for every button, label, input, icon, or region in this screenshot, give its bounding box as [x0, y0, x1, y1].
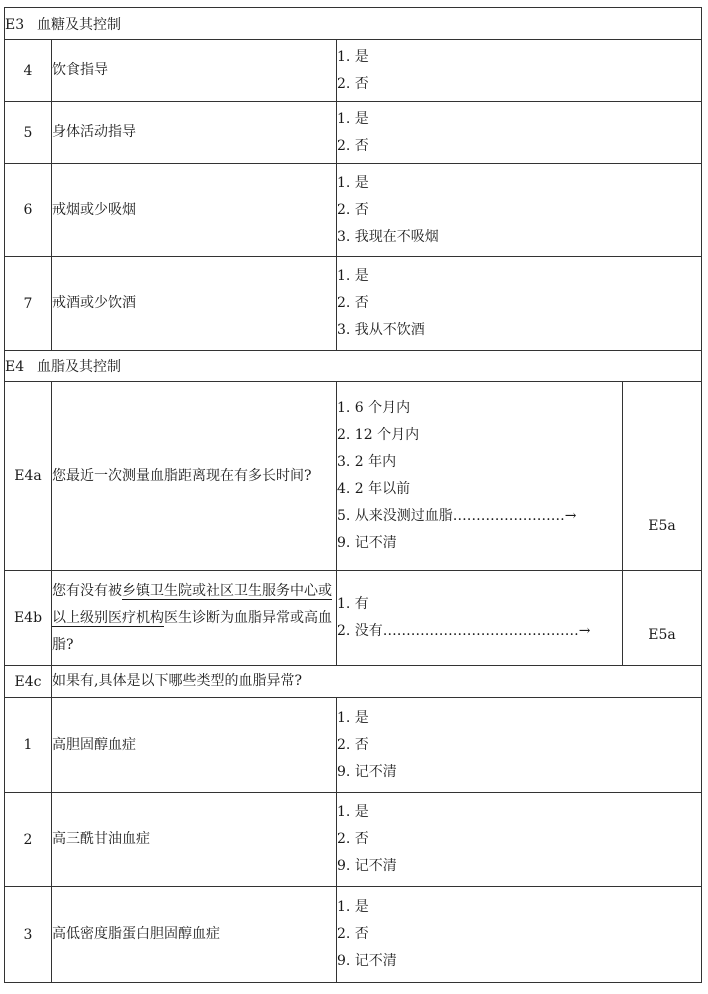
answer-option[interactable]: 1. 是 — [337, 174, 369, 191]
answer-option[interactable]: 2. 12 个月内 — [337, 427, 420, 443]
section-code: E4 — [5, 359, 25, 375]
question-text: 饮食指导 — [52, 40, 337, 102]
question-code: 1 — [5, 698, 52, 793]
answer-option[interactable]: 3. 2 年内 — [337, 454, 397, 470]
answer-options — [337, 40, 702, 102]
answer-option[interactable]: 2. 否 — [337, 736, 369, 753]
question-row — [5, 793, 702, 887]
section-code: E3 — [5, 16, 25, 33]
question-code: E4b — [5, 571, 52, 666]
answer-options — [337, 571, 623, 666]
question-text-part: 您有没有被 — [52, 582, 122, 599]
question-row — [5, 382, 702, 571]
answer-option[interactable]: 2. 没有……………………………………→ — [337, 623, 591, 639]
question-text: 身体活动指导 — [52, 102, 337, 164]
question-row — [5, 698, 702, 793]
answer-option[interactable]: 9. 记不清 — [337, 535, 397, 551]
question-row — [5, 887, 702, 983]
answer-option[interactable]: 2. 否 — [337, 201, 369, 218]
question-text: 高胆固醇血症 — [52, 698, 337, 793]
answer-option[interactable]: 2. 否 — [337, 926, 369, 942]
question-row — [5, 164, 702, 257]
answer-option[interactable]: 9. 记不清 — [337, 858, 397, 874]
answer-options — [337, 164, 702, 257]
question-row — [5, 257, 702, 351]
question-code: 4 — [5, 40, 52, 102]
question-code: 7 — [5, 257, 52, 351]
question-code: E4c — [5, 666, 52, 698]
question-text-part: 医生诊断为血脂异常或高血脂? — [52, 609, 332, 653]
answer-option[interactable]: 1. 是 — [337, 709, 369, 726]
answer-options — [337, 257, 702, 351]
question-text: 戒酒或少饮酒 — [52, 257, 337, 351]
answer-option[interactable]: 1. 是 — [337, 268, 369, 284]
answer-option[interactable]: 5. 从来没测过血脂……………………→ — [337, 508, 577, 524]
answer-option[interactable]: 2. 否 — [337, 75, 369, 92]
answer-option[interactable]: 2. 否 — [337, 831, 369, 847]
question-row — [5, 40, 702, 102]
question-code: E4a — [5, 382, 52, 571]
question-text-underlined: 乡镇卫生院或社区卫生服务中心或以上级别医疗机构 — [52, 582, 332, 626]
question-code: 6 — [5, 164, 52, 257]
answer-options — [337, 382, 623, 571]
answer-option[interactable]: 9. 记不清 — [337, 763, 397, 780]
answer-option[interactable]: 3. 我现在不吸烟 — [337, 228, 439, 245]
answer-options — [337, 887, 702, 983]
question-text — [52, 571, 337, 666]
answer-option[interactable]: 1. 是 — [337, 48, 369, 65]
question-code: 5 — [5, 102, 52, 164]
answer-option[interactable]: 2. 否 — [337, 295, 369, 311]
answer-option[interactable]: 1. 是 — [337, 110, 369, 127]
questionnaire-table — [4, 7, 702, 983]
question-text: 高低密度脂蛋白胆固醇血症 — [52, 887, 337, 983]
question-code: 3 — [5, 887, 52, 983]
section-title: 血脂及其控制 — [37, 359, 121, 375]
answer-option[interactable]: 9. 记不清 — [337, 953, 397, 969]
answer-option[interactable]: 2. 否 — [337, 137, 369, 154]
subsection-header-e4c — [5, 666, 702, 698]
question-text: 戒烟或少吸烟 — [52, 164, 337, 257]
section-title: 血糖及其控制 — [37, 16, 121, 33]
question-code: 2 — [5, 793, 52, 887]
answer-option[interactable]: 4. 2 年以前 — [337, 481, 411, 497]
answer-option[interactable]: 3. 我从不饮酒 — [337, 322, 425, 338]
section-header-e3 — [5, 8, 702, 40]
section-header-e4 — [5, 351, 702, 382]
skip-target: E5a — [623, 571, 702, 666]
question-text: 您最近一次测量血脂距离现在有多长时间? — [52, 382, 337, 571]
question-row — [5, 571, 702, 666]
answer-options — [337, 698, 702, 793]
question-text: 高三酰甘油血症 — [52, 793, 337, 887]
skip-target: E5a — [623, 382, 702, 571]
answer-options — [337, 793, 702, 887]
answer-options — [337, 102, 702, 164]
question-text: 如果有,具体是以下哪些类型的血脂异常? — [52, 666, 702, 698]
answer-option[interactable]: 1. 6 个月内 — [337, 400, 411, 416]
question-row — [5, 102, 702, 164]
answer-option[interactable]: 1. 是 — [337, 899, 369, 915]
answer-option[interactable]: 1. 有 — [337, 596, 369, 612]
answer-option[interactable]: 1. 是 — [337, 804, 369, 820]
